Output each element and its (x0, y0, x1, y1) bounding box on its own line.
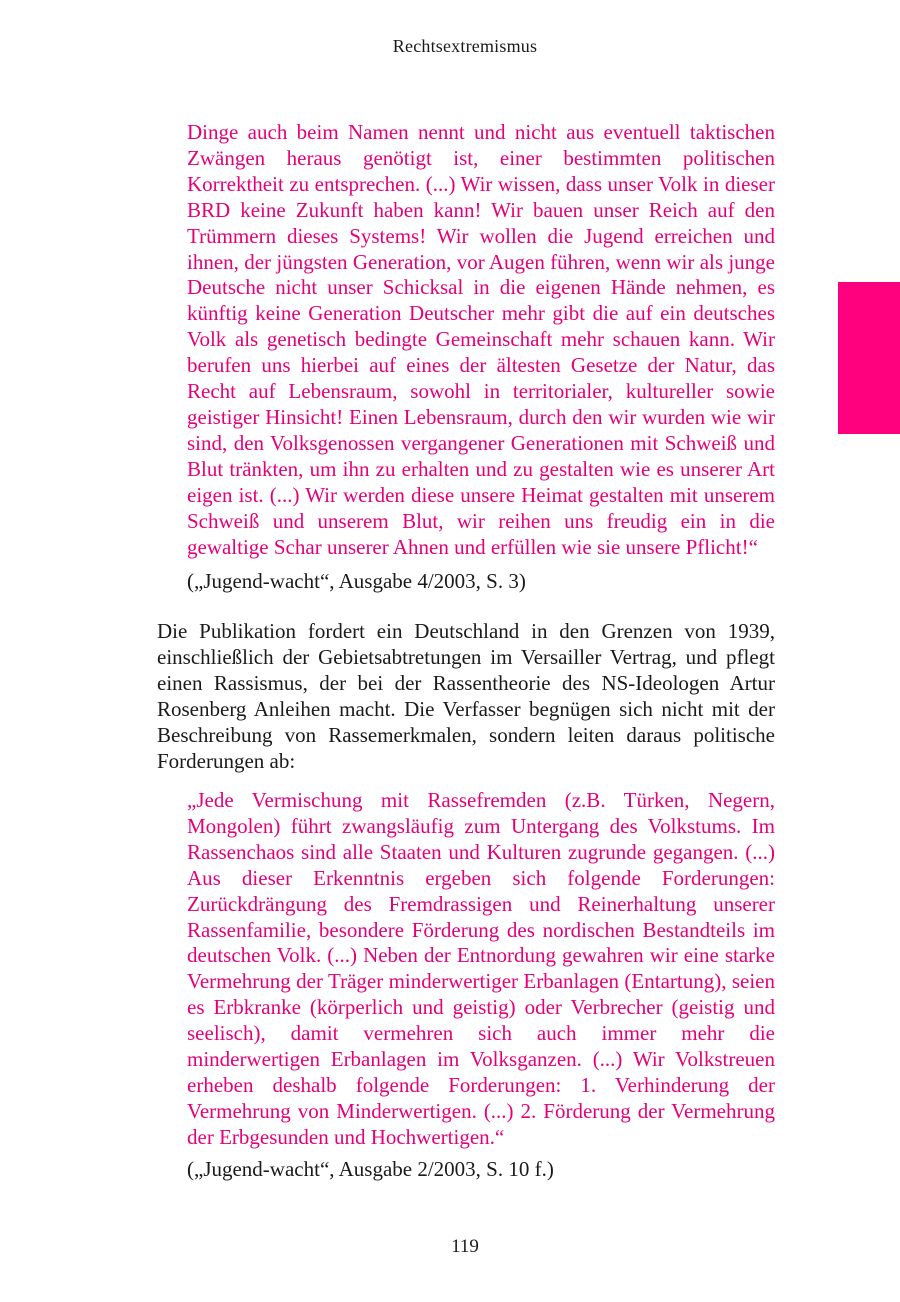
quote-block-1: Dinge auch beim Namen nennt und nicht aus eventuell taktischen Zwängen heraus genötigt ist, einer bestimmten politischen Korrektheit zu entsprechen. (...) Wir wissen, dass unser Volk in dieser BRD keine Zukunft haben kann! Wir bauen unser Reich auf den Trümmern dieses Systems! Wir wollen die Jugend erreichen und ihnen, der jüngsten Generation, vor Augen führen, wenn wir als junge Deutsche nicht unser Schicksal in die eigenen Hände nehmen, es künftig keine Generation Deutscher mehr gibt die auf ein deutsches Volk als genetisch bedingte Gemeinschaft mehr schauen kann. Wir berufen uns hierbei auf eines der ältesten Gesetze der Natur, das Recht auf Lebensraum, sowohl in territorialer, kultureller sowie geistiger Hinsicht! Einen Lebensraum, durch den wir wurden wie wir sind, den Volksgenossen vergangener Generationen mit Schweiß und Blut tränkten, um ihn zu erhalten und zu gestalten wie es unserer Art eigen ist. (...) Wir werden diese unsere Heimat gestalten mit unserem Schweiß und unserem Blut, wir reihen uns freudig ein in die gewaltige Schar unserer Ahnen und erfüllen wie sie unsere Pflicht!“ (187, 120, 775, 559)
quote-citation-2: („Jugend-wacht“, Ausgabe 2/2003, S. 10 f.) (187, 1157, 554, 1181)
page-number: 119 (451, 1236, 479, 1257)
chapter-tab-marker (838, 282, 900, 434)
quote-block-2: „Jede Vermischung mit Rassefremden (z.B. Türken, Negern, Mongolen) führt zwangsläufig zum Untergang des Volkstums. Im Rassenchaos sind alle Staaten und Kulturen zugrunde gegangen. (...) Aus dieser Erkenntnis ergeben sich folgende Forderungen: Zurückdrängung des Fremdrassigen und Reinerhaltung unserer Rassenfamilie, besondere Förderung des nordischen Bestandteils im deutschen Volk. (...) Neben der Entnordung gewahren wir eine starke Vermehrung der Träger minderwertiger Erbanlagen (Entartung), seien es Erbkranke (körperlich und geistig) oder Verbrecher (geistig und seelisch), damit vermehren sich auch immer mehr die minderwertigen Erbanlagen im Volksganzen. (...) Wir Volkstreuen erheben deshalb folgende Forderungen: 1. Verhinderung der Vermehrung von Minderwertigen. (...) 2. Förderung der Vermehrung der Erbgesunden und Hochwertigen.“ (187, 788, 775, 1149)
quote-citation-1: („Jugend-wacht“, Ausgabe 4/2003, S. 3) (187, 569, 526, 593)
running-header: Rechtsextremismus (392, 36, 538, 56)
body-paragraph: Die Publikation fordert ein Deutschland in den Grenzen von 1939, einschließlich der Gebietsabtretungen im Versailler Vertrag, und pflegt einen Rassismus, der bei der Rassentheorie des NS-Ideologen Artur Rosenberg Anleihen macht. Die Verfasser begnügen sich nicht mit der Beschreibung von Rassemerkmalen, sondern leiten daraus politische Forderungen ab: (157, 619, 775, 773)
